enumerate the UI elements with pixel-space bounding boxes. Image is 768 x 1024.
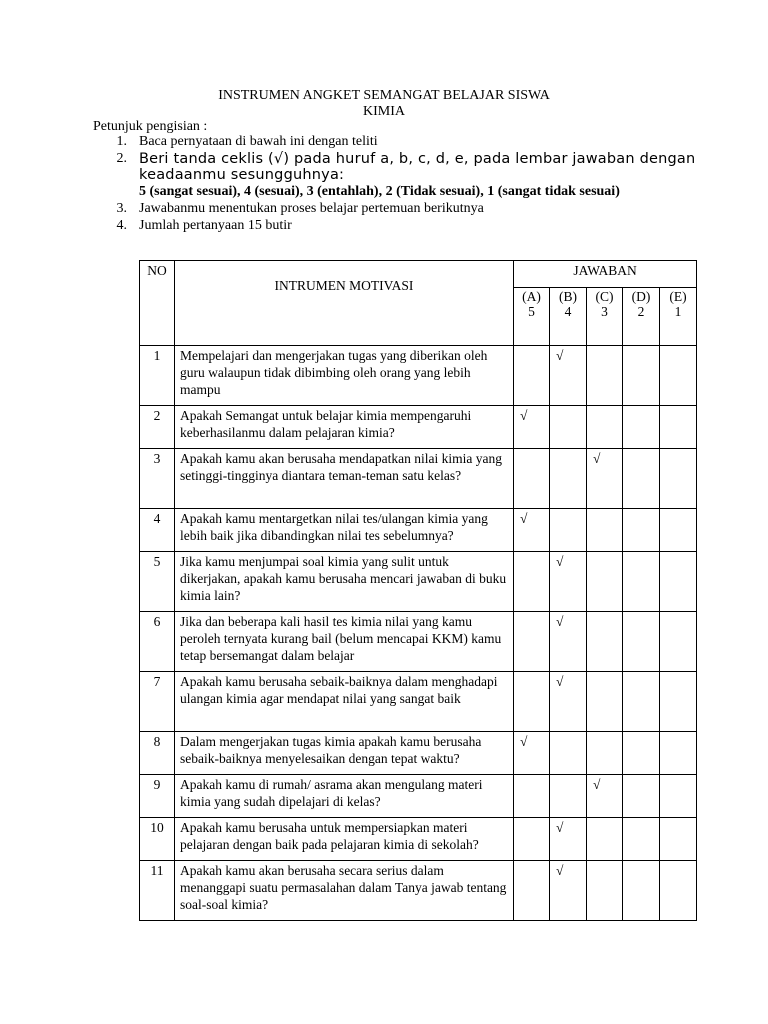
- table-row: [140, 509, 697, 552]
- answer-cell-b[interactable]: [550, 346, 587, 406]
- answer-cell-c[interactable]: [587, 861, 623, 921]
- header-jawaban: JAWABAN: [514, 261, 697, 288]
- instruction-number: 4.: [116, 218, 127, 233]
- answer-cell-d[interactable]: [623, 775, 660, 818]
- header-no: NO: [140, 261, 175, 346]
- instructions-label: Petunjuk pengisian :: [93, 119, 208, 134]
- question-text: Apakah kamu berusaha sebaik-baiknya dalam menghadapi ulangan kimia agar mendapat nilai yang sangat baik: [175, 672, 514, 732]
- answer-cell-d[interactable]: [623, 672, 660, 732]
- answer-cell-e[interactable]: [660, 509, 697, 552]
- row-number: 4: [140, 509, 175, 552]
- option-score: 4: [564, 304, 572, 319]
- option-score: 5: [528, 304, 535, 319]
- answer-cell-b[interactable]: [550, 732, 587, 775]
- answer-cell-a[interactable]: [514, 612, 550, 672]
- scale-legend: 5 (sangat sesuai), 4 (sesuai), 3 (entahlah), 2 (Tidak sesuai), 1 (sangat tidak sesuai): [139, 184, 620, 199]
- answer-cell-d[interactable]: [623, 732, 660, 775]
- option-e-header: [660, 288, 697, 346]
- instruction-number: 3.: [116, 201, 127, 216]
- table-row: [140, 449, 697, 509]
- answer-cell-d[interactable]: [623, 861, 660, 921]
- header-instrumen: INTRUMEN MOTIVASI: [175, 261, 514, 346]
- answer-cell-c[interactable]: [587, 509, 623, 552]
- document-subtitle: KIMIA: [363, 104, 405, 119]
- row-number: 1: [140, 346, 175, 406]
- answer-cell-b[interactable]: [550, 449, 587, 509]
- answer-cell-e[interactable]: [660, 861, 697, 921]
- option-a-header: [514, 288, 550, 346]
- answer-cell-d[interactable]: [623, 509, 660, 552]
- answer-cell-a[interactable]: [514, 732, 550, 775]
- option-letter: (D): [631, 289, 651, 304]
- table-row: [140, 732, 697, 775]
- question-text: Jika kamu menjumpai soal kimia yang sulit untuk dikerjakan, apakah kamu berusaha mencari jawaban di buku kimia lain?: [175, 552, 514, 612]
- instruction-text: Baca pernyataan di bawah ini dengan teliti: [139, 134, 378, 149]
- answer-cell-b[interactable]: [550, 818, 587, 861]
- table-row: [140, 672, 697, 732]
- instruction-text: Jumlah pertanyaan 15 butir: [139, 218, 292, 233]
- answer-cell-e[interactable]: [660, 775, 697, 818]
- answer-cell-c[interactable]: [587, 406, 623, 449]
- check-mark-icon: √: [556, 348, 564, 363]
- answer-cell-b[interactable]: [550, 509, 587, 552]
- instruction-text-continued: keadaanmu sesungguhnya:: [139, 167, 345, 183]
- answer-cell-a[interactable]: [514, 672, 550, 732]
- instruction-text: Beri tanda ceklis (√) pada huruf a, b, c, d, e, pada lembar jawaban dengan: [139, 151, 696, 167]
- row-number: 5: [140, 552, 175, 612]
- answer-cell-c[interactable]: [587, 552, 623, 612]
- answer-cell-d[interactable]: [623, 449, 660, 509]
- check-mark-icon: √: [556, 674, 564, 689]
- answer-cell-e[interactable]: [660, 406, 697, 449]
- check-mark-icon: √: [520, 734, 528, 749]
- answer-cell-a[interactable]: [514, 552, 550, 612]
- answer-cell-c[interactable]: [587, 346, 623, 406]
- check-mark-icon: √: [593, 777, 601, 792]
- instruction-text: Jawabanmu menentukan proses belajar pertemuan berikutnya: [139, 201, 484, 216]
- check-mark-icon: √: [556, 863, 564, 878]
- answer-cell-a[interactable]: [514, 449, 550, 509]
- row-number: 3: [140, 449, 175, 509]
- row-number: 10: [140, 818, 175, 861]
- option-letter: (B): [559, 289, 577, 304]
- option-letter: (A): [522, 289, 541, 304]
- answer-cell-e[interactable]: [660, 449, 697, 509]
- question-text: Apakah kamu akan berusaha secara serius dalam menanggapi suatu permasalahan dalam Tanya jawab tentang soal-soal kimia?: [175, 861, 514, 921]
- row-number: 6: [140, 612, 175, 672]
- answer-cell-b[interactable]: [550, 552, 587, 612]
- document-title: INSTRUMEN ANGKET SEMANGAT BELAJAR SISWA: [218, 88, 550, 103]
- row-number: 2: [140, 406, 175, 449]
- option-letter: (E): [669, 289, 687, 304]
- answer-cell-b[interactable]: [550, 861, 587, 921]
- answer-cell-e[interactable]: [660, 552, 697, 612]
- instruction-number: 1.: [116, 134, 127, 149]
- question-text: Apakah kamu berusaha untuk mempersiapkan materi pelajaran dengan baik pada pelajaran kimia di sekolah?: [175, 818, 514, 861]
- check-mark-icon: √: [556, 614, 564, 629]
- question-text: Apakah Semangat untuk belajar kimia mempengaruhi keberhasilanmu dalam pelajaran kimia?: [175, 406, 514, 449]
- answer-cell-c[interactable]: [587, 449, 623, 509]
- answer-cell-c[interactable]: [587, 672, 623, 732]
- check-mark-icon: √: [556, 554, 564, 569]
- option-score: 1: [674, 304, 682, 319]
- check-mark-icon: √: [520, 408, 528, 423]
- answer-cell-d[interactable]: [623, 818, 660, 861]
- table-row: [140, 346, 697, 406]
- question-text: Jika dan beberapa kali hasil tes kimia nilai yang kamu peroleh ternyata kurang bail (belum mencapai KKM) kamu tetap bersemangat dalam belajar: [175, 612, 514, 672]
- answer-cell-b[interactable]: [550, 612, 587, 672]
- question-text: Mempelajari dan mengerjakan tugas yang diberikan oleh guru walaupun tidak dibimbing oleh orang yang lebih mampu: [175, 346, 514, 406]
- questionnaire-table: [139, 260, 697, 921]
- table-row: [140, 818, 697, 861]
- check-mark-icon: √: [556, 820, 564, 835]
- answer-cell-a[interactable]: [514, 509, 550, 552]
- option-d-header: [623, 288, 660, 346]
- answer-cell-e[interactable]: [660, 672, 697, 732]
- option-score: 3: [601, 304, 608, 319]
- answer-cell-c[interactable]: [587, 612, 623, 672]
- instruction-number: 2.: [116, 151, 127, 166]
- check-mark-icon: √: [593, 451, 601, 466]
- question-text: Apakah kamu akan berusaha mendapatkan nilai kimia yang setinggi-tingginya diantara teman-teman satu kelas?: [175, 449, 514, 509]
- answer-cell-a[interactable]: [514, 346, 550, 406]
- row-number: 11: [140, 861, 175, 921]
- answer-cell-a[interactable]: [514, 775, 550, 818]
- option-score: 2: [637, 304, 645, 319]
- answer-cell-d[interactable]: [623, 552, 660, 612]
- answer-cell-b[interactable]: [550, 406, 587, 449]
- answer-cell-b[interactable]: [550, 775, 587, 818]
- table-row: [140, 612, 697, 672]
- answer-cell-e[interactable]: [660, 612, 697, 672]
- answer-cell-c[interactable]: [587, 818, 623, 861]
- answer-cell-e[interactable]: [660, 346, 697, 406]
- answer-cell-d[interactable]: [623, 346, 660, 406]
- table-row: [140, 406, 697, 449]
- table-row: [140, 552, 697, 612]
- answer-cell-b[interactable]: [550, 672, 587, 732]
- answer-cell-a[interactable]: [514, 861, 550, 921]
- row-number: 7: [140, 672, 175, 732]
- answer-cell-e[interactable]: [660, 732, 697, 775]
- row-number: 8: [140, 732, 175, 775]
- table-row: [140, 775, 697, 818]
- question-text: Dalam mengerjakan tugas kimia apakah kamu berusaha sebaik-baiknya menyelesaikan dengan tepat waktu?: [175, 732, 514, 775]
- answer-cell-c[interactable]: [587, 775, 623, 818]
- option-letter: (C): [595, 289, 614, 304]
- answer-cell-a[interactable]: [514, 818, 550, 861]
- answer-cell-c[interactable]: [587, 732, 623, 775]
- answer-cell-d[interactable]: [623, 406, 660, 449]
- answer-cell-a[interactable]: [514, 406, 550, 449]
- answer-cell-d[interactable]: [623, 612, 660, 672]
- check-mark-icon: √: [520, 511, 528, 526]
- row-number: 9: [140, 775, 175, 818]
- table-body: [140, 346, 697, 921]
- question-text: Apakah kamu di rumah/ asrama akan mengulang materi kimia yang sudah dipelajari di kelas?: [175, 775, 514, 818]
- option-b-header: [550, 288, 587, 346]
- table-row: [140, 861, 697, 921]
- question-text: Apakah kamu mentargetkan nilai tes/ulangan kimia yang lebih baik jika dibandingkan nilai tes sebelumnya?: [175, 509, 514, 552]
- answer-cell-e[interactable]: [660, 818, 697, 861]
- option-c-header: [587, 288, 623, 346]
